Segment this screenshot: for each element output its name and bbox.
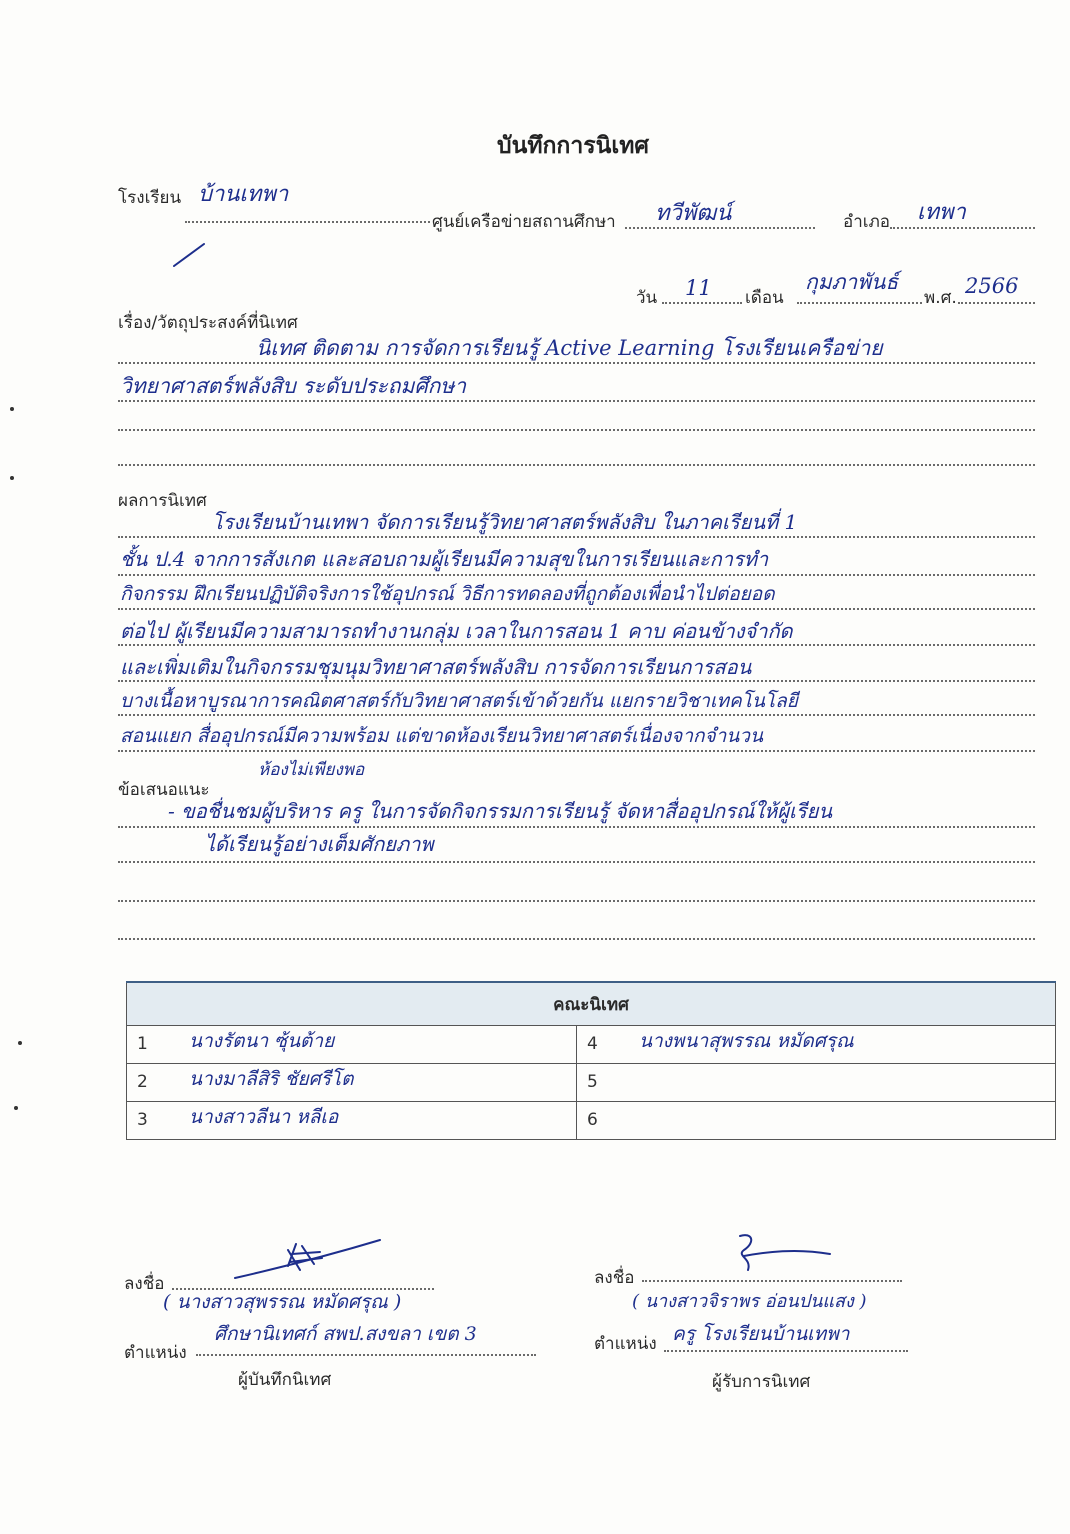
network-value: ทวีพัฒน์ [655,201,732,226]
page-title: บันทึกการนิเทศ [497,133,649,159]
purpose-text-2: วิทยาศาสตร์พลังสิบ ระดับประถมศึกษา [120,374,467,398]
table-row [127,1026,1056,1064]
results-line-3 [118,608,1035,610]
suggestions-text-1: - ขอชื่นชมผู้บริหาร ครู ในการจัดกิจกรรมการเรียนรู้ จัดหาสื่ออุปกรณ์ให้ผู้เรียน [168,799,833,823]
member-no: 3 [137,1110,148,1130]
day-label: วัน [636,288,658,308]
school-value: บ้านเทพา [198,182,289,207]
position-label-left: ตำแหน่ง [124,1343,187,1363]
signer-name-right: ( นางสาวจิราพร อ่อนปนแสง ) [632,1291,867,1312]
member-name: นางรัตนา ซุ้นต้าย [189,1030,335,1052]
suggestions-line-1 [118,826,1035,828]
results-text-2: ชั้น ป.4 จากการสังเกต และสอบถามผู้เรียนมีความสุขในการเรียนและการทำ [120,547,769,571]
sign-label-left: ลงชื่อ [124,1274,165,1294]
suggestions-label: ข้อเสนอแนะ [118,780,210,800]
school-dotted-line [185,221,430,223]
pen-mark [170,240,210,270]
year-label: พ.ศ. [924,288,957,308]
committee-header: คณะนิเทศ [127,982,1056,1026]
day-dotted-line [662,302,742,304]
purpose-line-1 [118,362,1035,364]
member-no: 5 [587,1072,598,1092]
results-text-8: ห้องไม่เพียงพอ [258,760,365,780]
results-line-4 [118,644,1035,646]
sign-label-right: ลงชื่อ [594,1268,635,1288]
results-line-2 [118,574,1035,576]
role-left: ผู้บันทึกนิเทศ [238,1370,332,1390]
school-label: โรงเรียน [118,188,182,208]
results-line-6 [118,714,1035,716]
member-name: นางมาลีสิริ ชัยศรีโต [189,1068,354,1090]
purpose-text-1: นิเทศ ติดตาม การจัดการเรียนรู้ Active Learning โรงเรียนเครือข่าย [256,336,883,360]
suggestions-text-2: ได้เรียนรู้อย่างเต็มศักยภาพ [205,832,434,856]
suggestions-line-2 [118,861,1035,863]
table-row [127,1102,1056,1140]
member-no: 6 [587,1110,598,1130]
committee-table [126,981,1056,1140]
position-left: ศึกษานิเทศก์ สพป.สงขลา เขต 3 [214,1323,477,1345]
purpose-line-4 [118,464,1035,466]
position-right: ครู โรงเรียนบ้านเทพา [672,1323,850,1345]
results-text-3: กิจกรรม ฝึกเรียนปฏิบัติจริงการใช้อุปกรณ์ วิธีการทดลองที่ถูกต้องเพื่อนำไปต่อยอด [120,583,775,605]
member-no: 1 [137,1034,148,1054]
district-dotted-line [890,227,1035,229]
signature-right [726,1228,836,1284]
binder-speck [14,1106,18,1110]
binder-speck [18,1041,22,1045]
district-value: เทพา [917,200,966,225]
member-no: 4 [587,1034,598,1054]
results-line-1 [118,536,1035,538]
district-label: อำเภอ [843,212,890,232]
results-text-7: สอนแยก สื่ออุปกรณ์มีความพร้อม แต่ขาดห้องเรียนวิทยาศาสตร์เนื่องจากจำนวน [120,725,763,747]
member-name: นางสาวลีนา หลีเอ [189,1106,339,1128]
suggestions-line-3 [118,900,1035,902]
signer-name-left: ( นางสาวสุพรรณ หมัดศรุณ ) [163,1291,402,1313]
binder-speck [10,476,14,480]
member-no: 2 [137,1072,148,1092]
month-label: เดือน [745,288,784,308]
member-name: นางพนาสุพรรณ หมัดศรุณ [639,1030,854,1052]
signature-left [230,1236,390,1296]
binder-speck [10,407,14,411]
purpose-label: เรื่อง/วัตถุประสงค์ที่นิเทศ [118,313,298,333]
purpose-line-3 [118,429,1035,431]
network-dotted-line [625,227,815,229]
results-text-5: และเพิ่มเติมในกิจกรรมชุมนุมวิทยาศาสตร์พลังสิบ การจัดการเรียนการสอน [120,655,752,679]
table-row [127,1064,1056,1102]
position-dotted-line-right [664,1350,908,1352]
year-value: 2566 [965,274,1019,298]
results-line-7 [118,750,1035,752]
network-label: ศูนย์เครือข่ายสถานศึกษา [432,212,616,232]
results-text-6: บางเนื้อหาบูรณาการคณิตศาสตร์กับวิทยาศาสตร์เข้าด้วยกัน แยกรายวิชาเทคโนโลยี [120,690,798,712]
results-label: ผลการนิเทศ [118,491,207,511]
role-right: ผู้รับการนิเทศ [712,1372,811,1392]
suggestions-line-4 [118,938,1035,940]
results-text-1: โรงเรียนบ้านเทพา จัดการเรียนรู้วิทยาศาสตร์พลังสิบ ในภาคเรียนที่ 1 [212,510,798,534]
results-text-4: ต่อไป ผู้เรียนมีความสามารถทำงานกลุ่ม เวลาในการสอน 1 คาบ ค่อนข้างจำกัด [120,619,793,643]
month-dotted-line [797,302,922,304]
day-value: 11 [685,276,712,300]
results-line-5 [118,680,1035,682]
purpose-line-2 [118,400,1035,402]
month-value: กุมภาพันธ์ [805,270,899,294]
year-dotted-line [958,302,1035,304]
position-dotted-line-left [196,1354,536,1356]
position-label-right: ตำแหน่ง [594,1334,657,1354]
